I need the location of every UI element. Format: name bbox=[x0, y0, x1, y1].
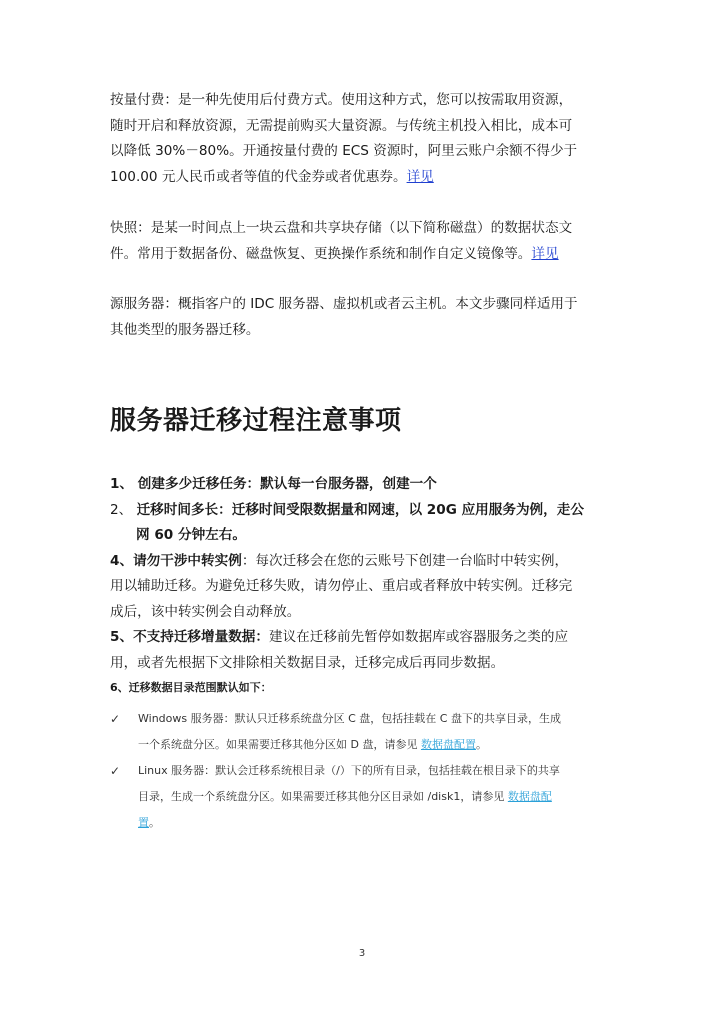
list-item: 2、 迁移时间多长：迁移时间受限数据量和网速，以 20G 应用服务为例，走公 网 60 分钟左右。 bbox=[110, 501, 584, 543]
paragraph-snapshot bbox=[110, 216, 620, 267]
checklist bbox=[110, 706, 630, 836]
data-disk-config-link[interactable]: 数据盘配置 bbox=[420, 738, 476, 751]
list-item: 1、 创建多少迁移任务：默认每一台服务器，创建一个 bbox=[110, 476, 437, 492]
text-line: 其他类型的服务器迁移。 bbox=[110, 321, 260, 338]
text-line: 源服务器：概指客户的 IDC 服务器、虚拟机或者云主机。本文步骤同样适用于 bbox=[110, 296, 578, 312]
text-line: 件。常用于数据备份、磁盘恢复、更换操作系统和制作自定义镜像等。详见 bbox=[110, 245, 559, 262]
text-line: 快照：是某一时间点上一块云盘和共享块存储（以下简称磁盘）的数据状态文 bbox=[110, 220, 573, 236]
details-link-snapshot[interactable]: 详见 bbox=[531, 245, 559, 262]
text-line: 随时开启和释放资源，无需提前购买大量资源。与传统主机投入相比，成本可 bbox=[110, 117, 573, 134]
list-item: 4、请勿干涉中转实例：每次迁移会在您的云账号下创建一台临时中转实例， 用以辅助迁移。为避免迁移失败，请勿停止、重启或者释放中转实例。迁移完 成后，该中转实例会自动释放。 bbox=[110, 552, 573, 620]
data-disk-config-link[interactable]: 置 bbox=[138, 816, 149, 829]
checkmark-icon: ✓ bbox=[110, 712, 121, 726]
checklist-item-windows: ✓ Windows 服务器：默认只迁移系统盘分区 C 盘，包括挂载在 C 盘下的共享目录，生成 一个系统盘分区。如果需要迁移其他分区如 D 盘，请参见 数据盘配置。 bbox=[110, 706, 630, 758]
text-line: 按量付费：是一种先使用后付费方式。使用这种方式，您可以按需取用资源， bbox=[110, 92, 573, 108]
checklist-item-linux: ✓ Linux 服务器：默认会迁移系统根目录（/）下的所有目录，包括挂载在根目录下的共享 目录，生成一个系统盘分区。如果需要迁移其他分区目录如 /disk1，请参见 数据盘配 置。 bbox=[110, 758, 630, 836]
checkmark-icon: ✓ bbox=[110, 764, 121, 778]
data-disk-config-link[interactable]: 数据盘配 bbox=[507, 790, 552, 803]
details-link-billing[interactable]: 详见 bbox=[406, 168, 434, 185]
notes-list bbox=[110, 472, 620, 700]
section-heading: 服务器迁移过程注意事项 bbox=[110, 406, 402, 436]
page-number: 3 bbox=[358, 948, 366, 959]
text-line: 100.00 元人民币或者等值的代金券或者优惠券。详见 bbox=[110, 168, 434, 185]
sub-heading: 6、迁移数据目录范围默认如下： bbox=[110, 681, 272, 694]
text-line: 以降低 30%－80%。开通按量付费的 ECS 资源时，阿里云账户余额不得少于 bbox=[110, 143, 578, 159]
list-item: 5、不支持迁移增量数据：建议在迁移前先暂停如数据库或容器服务之类的应 用，或者先根据下文排除相关数据目录，迁移完成后再同步数据。 bbox=[110, 629, 569, 671]
paragraph-source-server bbox=[110, 292, 620, 343]
paragraph-pay-as-you-go bbox=[110, 88, 620, 190]
